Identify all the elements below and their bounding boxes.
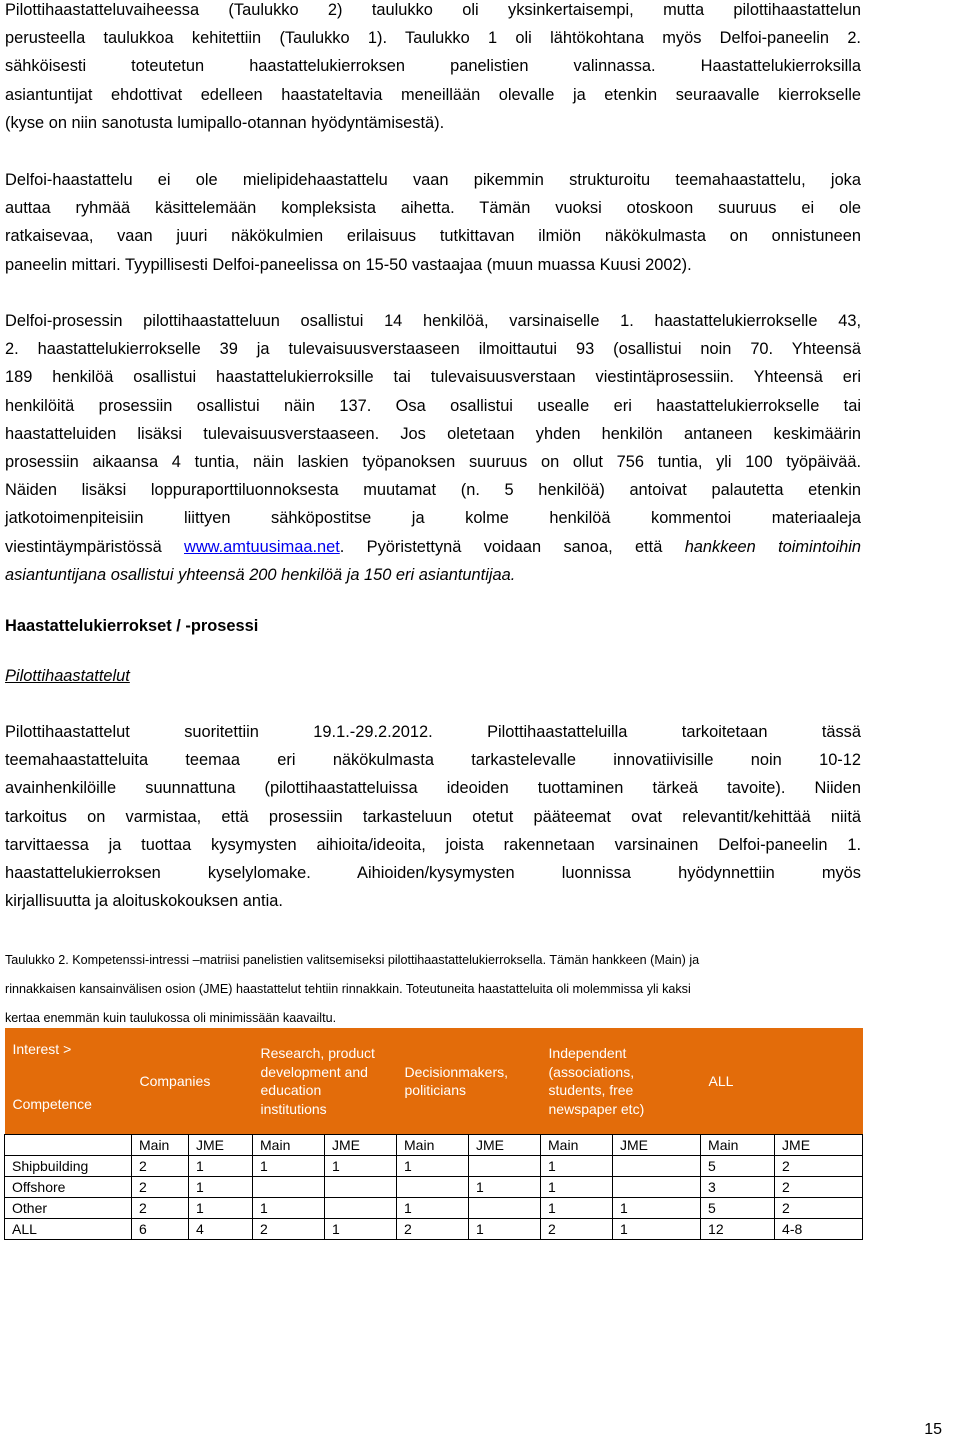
caption-line: kertaa enemmän kuin taulukossa oli minimissään kaavailtu.	[5, 1011, 337, 1025]
table-cell: 1	[541, 1156, 613, 1177]
table-header-row	[5, 1028, 863, 1135]
table-cell: 5	[701, 1198, 775, 1219]
text-line: ratkaisevaa, vaan juuri näkökulmien erilaisuus tutkittavan ilmiön näkökulmasta on onnistuneen	[5, 227, 861, 246]
text-line: haastatteluiden lisäksi tulevaisuusverstaaseen. Jos oletetaan yhden henkilön antaneen keskimäärin	[5, 424, 861, 443]
text-line	[5, 561, 861, 589]
text-run: viestintäympäristössä	[5, 537, 185, 556]
table-row	[5, 1156, 863, 1177]
text-line: prosessiin aikaansa 4 tuntia, näin laskien työpanoksen suuruus on ollut 756 tuntia, yli 100 työpäivää.	[5, 452, 861, 471]
group-header-research: Research, product development and education institutions	[253, 1028, 397, 1135]
table-cell: 1	[613, 1219, 701, 1240]
page-number: 15	[924, 1421, 942, 1438]
subheader-cell: JME	[325, 1135, 397, 1156]
table-cell	[469, 1198, 541, 1219]
text-line: tarvittaessa ja tuottaa kysymysten aihioita/ideoita, joista rakennetaan varsinainen Delfoi-paneelin 1.	[5, 835, 861, 854]
table-cell: 1	[253, 1198, 325, 1219]
website-link[interactable]: www.amtuusimaa.net	[184, 537, 340, 556]
table-row	[5, 1198, 863, 1219]
table-cell	[397, 1177, 469, 1198]
table-cell	[253, 1177, 325, 1198]
table-cell: 1	[541, 1198, 613, 1219]
table-cell: 2	[775, 1177, 863, 1198]
table-cell	[5, 1135, 132, 1156]
table-cell: 1	[325, 1156, 397, 1177]
table-cell: 2	[132, 1156, 189, 1177]
text-line: henkilöitä prosessiin osallistui näin 137. Osa osallistui usealle eri haastattelukierrokselle tai	[5, 396, 861, 415]
italic-text: hankkeen toimintoihin	[684, 537, 862, 556]
competence-interest-table	[4, 1028, 863, 1240]
text-line: paneelin mittari. Tyypillisesti Delfoi-paneelissa on 15-50 vastaajaa (muun muassa Kuusi 2002).	[5, 255, 692, 274]
subsection-heading: Pilottihaastattelut	[5, 667, 130, 685]
text-line: (kyse on niin sanotusta lumipallo-otannan hyödyntämisestä).	[5, 113, 445, 132]
table-cell: 1	[189, 1198, 253, 1219]
table-cell: 1	[613, 1198, 701, 1219]
text-line: tarkoitus on varmistaa, että prosessiin tarkasteluun otetut pääteemat ovat relevantit/kehittää niitä	[5, 807, 861, 826]
text-line	[5, 533, 861, 561]
text-line: 2. haastattelukierrokselle 39 ja tulevaisuusverstaaseen ilmoittautui 93 (osallistui noin 70. Yhteensä	[5, 340, 861, 359]
table-cell: 2	[132, 1177, 189, 1198]
competence-label: Competence	[12, 1095, 92, 1112]
paragraph-1	[5, 0, 861, 137]
group-header-decisionmakers: Decisionmakers, politicians	[397, 1028, 541, 1135]
table-cell: 1	[189, 1156, 253, 1177]
table-cell: 12	[701, 1219, 775, 1240]
row-label: Offshore	[5, 1177, 132, 1198]
row-label: Other	[5, 1198, 132, 1219]
text-line: Pilottihaastattelut suoritettiin 19.1.-29.2.2012. Pilottihaastatteluilla tarkoitetaan tässä	[5, 723, 861, 741]
table-cell: 2	[775, 1156, 863, 1177]
caption-line: Taulukko 2. Kompetenssi-intressi –matriisi panelistien valitsemiseksi pilottihaastattelukierroksella. Tämän hankkeen (Main) ja	[5, 953, 700, 967]
text-line: Pilottihaastatteluvaiheessa (Taulukko 2) taulukko oli yksinkertaisempi, mutta pilottihaastattelun	[5, 1, 861, 19]
subheader-cell: Main	[132, 1135, 189, 1156]
table-cell: 5	[701, 1156, 775, 1177]
corner-cell	[5, 1028, 132, 1135]
text-line: perusteella taulukkoa kehitettiin (Taulukko 1). Taulukko 1 oli lähtökohtana myös Delfoi-paneelin 2.	[5, 29, 861, 48]
subheader-cell: JME	[613, 1135, 701, 1156]
table-cell	[613, 1177, 701, 1198]
text-line: Näiden lisäksi loppuraporttiluonnoksesta muutamat (n. 5 henkilöä) antoivat palautetta etenkin	[5, 481, 861, 500]
paragraph-3	[5, 307, 861, 589]
table-cell: 4	[189, 1219, 253, 1240]
table-cell	[325, 1177, 397, 1198]
caption-line: rinnakkaisen kansainvälisen osion (JME) haastattelut tehtiin rinnakkain. Toteutuneita haastatteluita oli molemmissa yli kaksi	[5, 982, 691, 996]
table-cell	[325, 1198, 397, 1219]
table-cell	[613, 1156, 701, 1177]
text-line: asiantuntijat ehdottivat edelleen haastateltavia meneillään olevalle ja etenkin seuraavalle kierrokselle	[5, 85, 861, 104]
text-line: Delfoi-prosessin pilottihaastatteluun osallistui 14 henkilöä, varsinaiselle 1. haastattelukierrokselle 43,	[5, 312, 861, 330]
group-header-companies: Companies	[132, 1028, 253, 1135]
subheader-cell: JME	[775, 1135, 863, 1156]
subheader-cell: JME	[469, 1135, 541, 1156]
italic-text: asiantuntijana osallistui yhteensä 200 henkilöä ja 150 eri asiantuntijaa.	[5, 565, 516, 584]
table-cell: 1	[541, 1177, 613, 1198]
text-run: . Pyöristettynä voidaan sanoa, että	[339, 537, 685, 556]
table-cell: 1	[469, 1219, 541, 1240]
subheader-cell: Main	[701, 1135, 775, 1156]
table-cell: 2	[132, 1198, 189, 1219]
table-cell: 2	[397, 1219, 469, 1240]
table-cell: 1	[397, 1198, 469, 1219]
table-cell: 1	[325, 1219, 397, 1240]
table-cell: 1	[397, 1156, 469, 1177]
text-line: Delfoi-haastattelu ei ole mielipidehaastattelu vaan pikemmin strukturoitu teemahaastattelu, joka	[5, 171, 861, 189]
table-cell: 2	[775, 1198, 863, 1219]
text-line: avainhenkilöille suunnattuna (pilottihaastatteluissa ideoiden tuottaminen tärkeä tavoite). Niiden	[5, 779, 861, 798]
table-cell: 6	[132, 1219, 189, 1240]
table-row	[5, 1177, 863, 1198]
subheader-cell: Main	[541, 1135, 613, 1156]
interest-label: Interest >	[12, 1041, 72, 1057]
text-line: kirjallisuutta ja aloituskokouksen antia.	[5, 892, 283, 911]
paragraph-2	[5, 166, 861, 279]
paragraph-4	[5, 718, 861, 915]
text-line: auttaa ryhmää käsittelemään kompleksista aihetta. Tämän vuoksi otoskoon suuruus ei ole	[5, 199, 861, 218]
table-cell: 4-8	[775, 1219, 863, 1240]
text-line: sähköisesti toteutetun haastattelukierroksen panelistien valinnassa. Haastattelukierroksilla	[5, 57, 861, 76]
table-cell	[469, 1156, 541, 1177]
subheader-cell: JME	[189, 1135, 253, 1156]
table-row	[5, 1219, 863, 1240]
table-cell: 2	[253, 1219, 325, 1240]
row-label: Shipbuilding	[5, 1156, 132, 1177]
table-cell: 1	[469, 1177, 541, 1198]
text-line: haastattelukierroksen kyselylomake. Aihioiden/kysymysten luonnissa hyödynnettiin myös	[5, 863, 861, 882]
group-header-independent: Independent (associations, students, free newspaper etc)	[541, 1028, 701, 1135]
group-header-all: ALL	[701, 1028, 863, 1135]
table-cell: 1	[189, 1177, 253, 1198]
subheader-cell: Main	[397, 1135, 469, 1156]
subheader-cell: Main	[253, 1135, 325, 1156]
table-caption	[5, 946, 865, 1033]
text-line: teemahaastatteluita teemaa eri näkökulmasta tarkastelevalle innovatiivisille noin 10-12	[5, 751, 861, 770]
text-line: 189 henkilöä osallistui haastattelukierroksille tai tulevaisuusverstaan viestintäprosessiin. Yhteensä eri	[5, 368, 861, 387]
row-label: ALL	[5, 1219, 132, 1240]
table-subheader-row	[5, 1135, 863, 1156]
table-cell: 1	[253, 1156, 325, 1177]
table-cell: 3	[701, 1177, 775, 1198]
section-heading: Haastattelukierrokset / -prosessi	[5, 617, 259, 635]
table-cell: 2	[541, 1219, 613, 1240]
text-line: jatkotoimenpiteisiin liittyen sähköpostitse ja kolme henkilöä kommentoi materiaaleja	[5, 509, 861, 528]
